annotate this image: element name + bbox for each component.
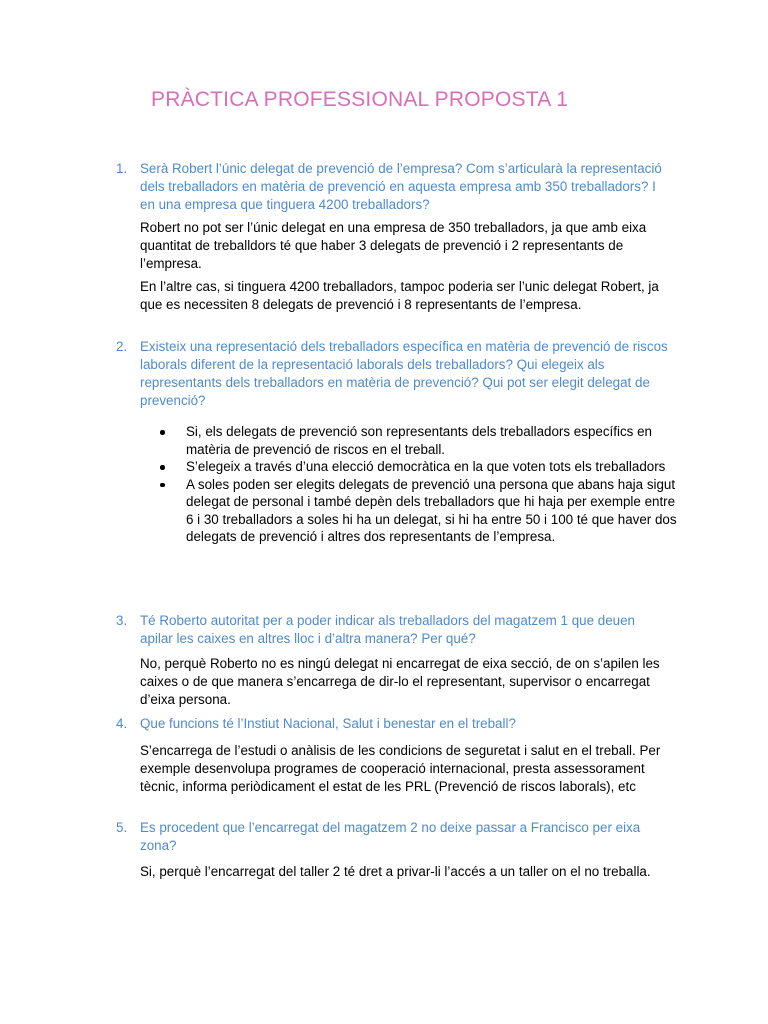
bullet-icon	[160, 483, 165, 488]
question-text: Es procedent que l’encarregat del magatzem 2 no deixe passar a Francisco per eixa zona?	[140, 820, 641, 853]
bullet-text: S’elegeix a través d’una elecció democràtica en la que voten tots els treballadors	[186, 459, 666, 474]
bullet-icon	[160, 430, 165, 435]
question-number: 2.	[116, 339, 128, 354]
answer-1-paragraph-1: Robert no pot ser l’únic delegat en una empresa de 350 treballadors, ja que amb eixa quantitat de treballdors té que haber 3 delegats de prevenció i 2 representants de l’empresa.	[140, 220, 647, 271]
list-item	[160, 476, 680, 546]
question-text: Té Roberto autoritat per a poder indicar als treballadors del magatzem 1 que deuen apilar les caixes en altres lloc i d’altra manera? Per qué?	[140, 613, 636, 646]
answer-5: Si, perquè l’encarregat del taller 2 té dret a privar-li l’accés a un taller on el no treballa.	[140, 864, 651, 879]
question-number: 5.	[116, 820, 128, 835]
answer-2-bullet-list	[160, 423, 680, 546]
bullet-text: A soles poden ser elegits delegats de prevenció una persona que abans haja sigut delegat de personal i també depèn dels treballadors que hi haja per exemple entre 6 i 30 treballadors a soles hi ha un delegat, si hi ha entre 50 i 100 té que haver dos delegats de prevenció i altres dos representants de l’empresa.	[186, 476, 677, 544]
page-title: PRÀCTICA PROFESSIONAL PROPOSTA 1	[151, 88, 569, 111]
answer-1-paragraph-2: En l’altre cas, si tinguera 4200 treballadors, tampoc poderia ser l’unic delegat Robert, ja que es necessiten 8 delegats de prevenció i 8 representants de l’empresa.	[140, 279, 659, 312]
answer-3: No, perquè Roberto no es ningú delegat ni encarregat de eixa secció, de on s’apilen les caixes o de que manera s’encarrega de dir-lo el representant, supervisor o encarregat d’eixa persona.	[140, 656, 660, 707]
bullet-icon	[160, 465, 165, 470]
question-number: 3.	[116, 613, 128, 628]
answer-4: S’encarrega de l’estudi o anàlisis de les condicions de seguretat i salut en el treball. Per exemple desenvolupa programes de cooperació internacional, presta assessorament tècnic, informa periòdicament el estat de les PRL (Prevenció de riscos laborals), etc	[140, 743, 661, 794]
question-text: Serà Robert l’únic delegat de prevenció de l’empresa? Com s’articularà la representació dels treballadors en matèria de prevenció en aquesta empresa amb 350 treballadors? I en una empresa que tinguera 4200 treballadors?	[140, 161, 662, 212]
question-text: Que funcions té l’Instiut Nacional, Salut i benestar en el treball?	[140, 716, 516, 731]
question-number: 4.	[116, 716, 128, 731]
bullet-text: Si, els delegats de prevenció son representants dels treballadors específics en matèria de prevenció de riscos en el treball.	[186, 424, 652, 457]
question-text: Existeix una representació dels treballadors específica en matèria de prevenció de riscos laborals diferent de la representació laborals dels treballadors? Qui elegeix als representants dels treballadors en matèria de prevenció? Qui pot ser elegit delegat de prevenció?	[140, 339, 668, 408]
list-item	[160, 458, 680, 476]
list-item	[160, 423, 680, 458]
question-number: 1.	[116, 161, 128, 176]
